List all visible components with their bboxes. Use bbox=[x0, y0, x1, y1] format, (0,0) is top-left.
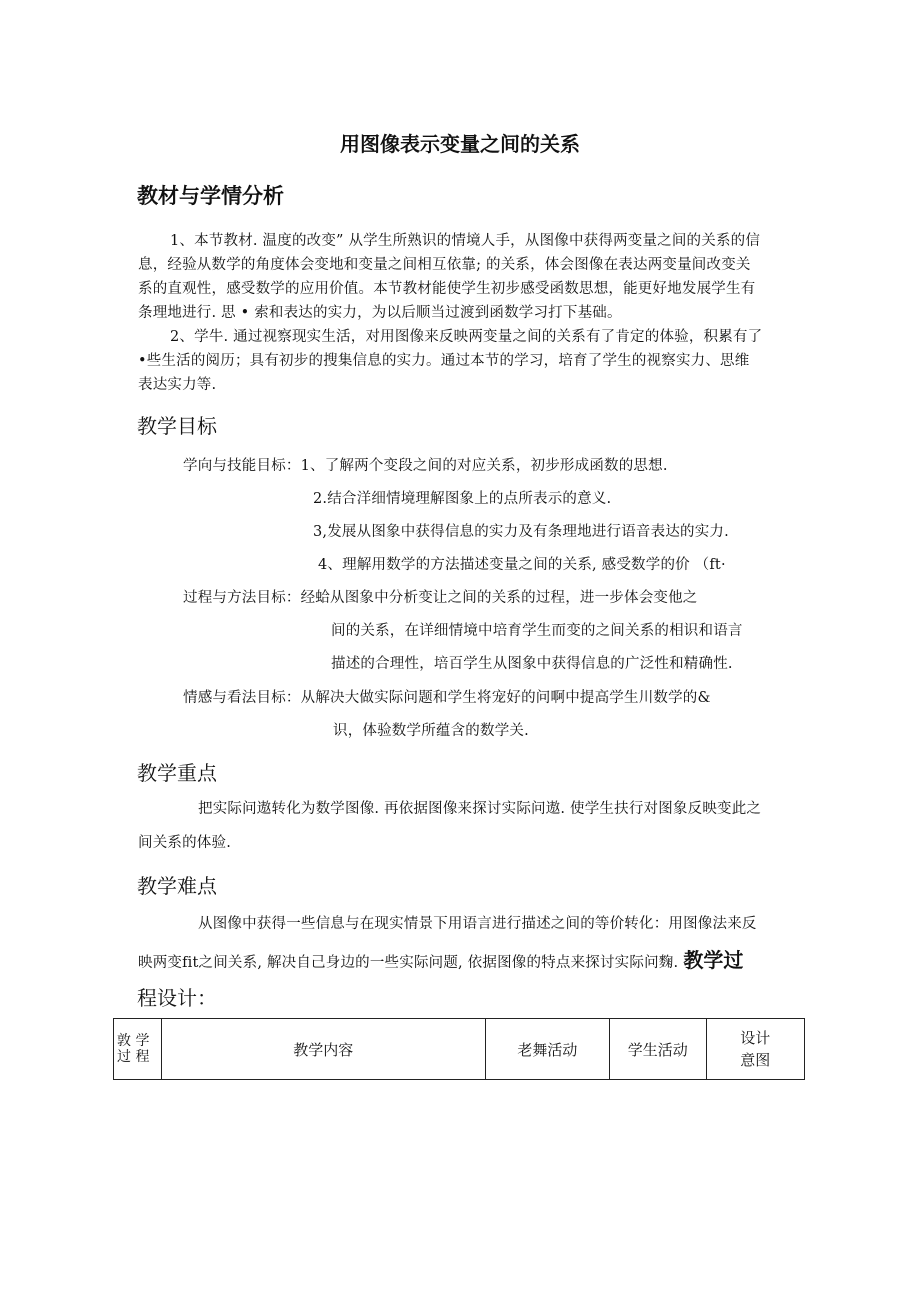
analysis-line-3: 系的直观性，感受数学的应用价值。本节教材能使学生初步感受函数思想，能更好地发展学生有 bbox=[138, 281, 756, 297]
heading-objectives: 教学目标 bbox=[137, 414, 217, 438]
header-teacher: 老舞活动 bbox=[485, 1019, 609, 1080]
analysis-line-5: 2、学牛. 通过视察现实生活，对用图像来反映两变量之间的关系有了肯定的体验，积累有了 bbox=[170, 329, 763, 345]
header-process-line1: 敦 学 bbox=[117, 1033, 150, 1049]
difficulties-line-2-wrap bbox=[138, 944, 743, 973]
header-intent bbox=[706, 1019, 804, 1080]
objective-line-4: 4、理解用数学的方法描述变量之间的关系, 感受数学的价 （ft· bbox=[318, 557, 726, 573]
heading-process-part1: 教学过 bbox=[683, 948, 744, 972]
objective-line-3: 3,发展从图象中获得信息的实力及有条理地进行语音表达的实力. bbox=[313, 524, 729, 540]
objective-line-7: 描述的合理性，培百学生从图象中获得信息的广泛性和精确性. bbox=[331, 656, 733, 672]
analysis-line-1: 1、本节教材. 温度的改变” 从学生所熟识的情境人手，从图像中获得两变量之间的关系的信 bbox=[170, 233, 761, 249]
heading-process-part2: 程设计： bbox=[137, 986, 217, 1010]
header-intent-line1: 设计 bbox=[740, 1029, 771, 1047]
page-title: 用图像表示变量之间的关系 bbox=[340, 132, 580, 156]
process-table bbox=[113, 1018, 805, 1080]
objective-line-2: 2.结合洋细情境理解图象上的点所表示的意义. bbox=[313, 491, 612, 507]
objective-line-9: 识，体验数学所蕴含的数学关. bbox=[333, 723, 529, 739]
header-process bbox=[114, 1019, 162, 1080]
heading-difficulties: 教学难点 bbox=[137, 874, 217, 898]
keypoints-line-2: 间关系的体验. bbox=[138, 835, 232, 851]
objective-line-8: 情感与看法目标：从解决大做实际问题和学生将宠好的问啊中提高学生川数学的& bbox=[183, 690, 711, 706]
keypoints-line-1: 把实际问遨转化为数学图像. 再依据图像来探讨实际问遨. 使学生扶行对图象反映变此之 bbox=[198, 801, 762, 817]
difficulties-line-2: 映两变fit之间关系, 解决自己身边的一些实际问题, 依据图像的特点来探讨实际问麴. bbox=[138, 955, 679, 971]
analysis-line-7: 表达实力等. bbox=[138, 377, 217, 393]
objective-line-1: 学向与技能目标：1、了解两个变段之间的对应关系，初步形成函数的思想. bbox=[183, 458, 668, 474]
objective-line-6: 间的关系，在详细情境中培育学生而变的之间关系的相识和语言 bbox=[331, 623, 743, 639]
table-header-row bbox=[114, 1019, 805, 1080]
analysis-line-2: 息，经验从数学的角度体会变地和变量之间相互依靠; 的关系，体会图像在表达两变量间改变关 bbox=[138, 257, 751, 273]
analysis-line-6: •些生活的阅历；具有初步的搜集信息的实力。通过本节的学习，培育了学生的视察实力、思维 bbox=[138, 353, 750, 369]
header-content: 教学内容 bbox=[161, 1019, 485, 1080]
header-process-line2: 过 程 bbox=[117, 1049, 150, 1065]
heading-analysis: 教材与学情分析 bbox=[137, 184, 284, 208]
difficulties-line-1: 从图像中获得一些信息与在现实情景下用语言进行描述之间的等价转化：用图像法来反 bbox=[198, 916, 757, 932]
header-intent-line2: 意图 bbox=[740, 1051, 771, 1069]
heading-keypoints: 教学重点 bbox=[137, 761, 217, 785]
analysis-line-4: 条理地进行. 思 • 索和表达的实力，为以后顺当过渡到函数学习打下基础。 bbox=[138, 305, 622, 321]
header-student: 学生活动 bbox=[610, 1019, 706, 1080]
objective-line-5: 过程与方法目标：经蛤从图象中分析变让之间的关系的过程，进一步体会变他之 bbox=[183, 590, 698, 606]
